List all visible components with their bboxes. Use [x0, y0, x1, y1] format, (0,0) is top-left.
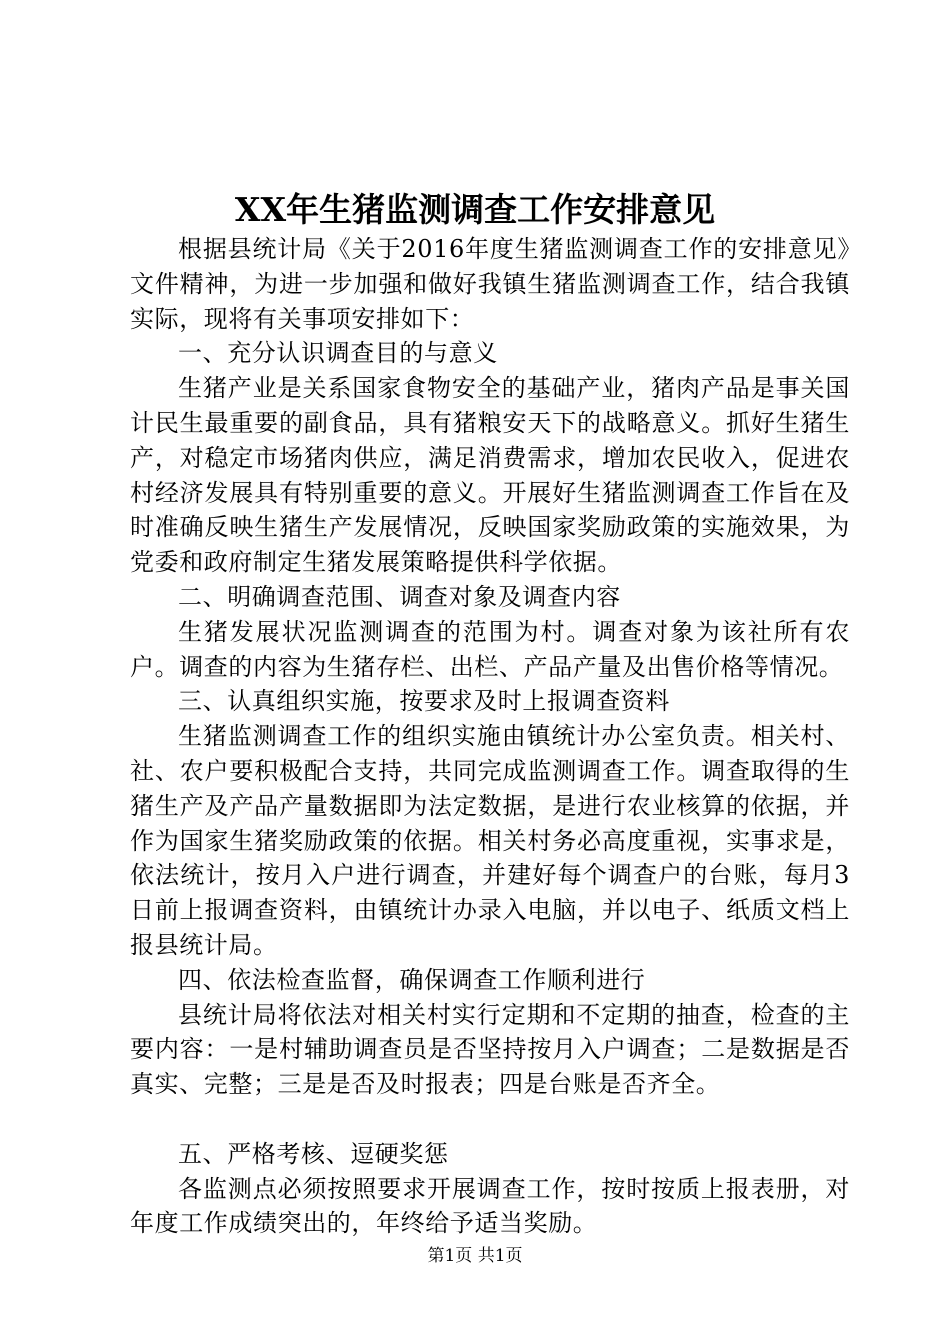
section-1-body: 生猪产业是关系国家食物安全的基础产业，猪肉产品是事关国计民生最重要的副食品，具有猪粮安天下的战略意义。抓好生猪生产，对稳定市场猪肉供应，满足消费需求，增加农民收入，促进农村经济发展具有特别重要的意义。开展好生猪监测调查工作旨在及时准确反映生猪生产发展情况，反映国家奖励政策的实施效果，为党委和政府制定生猪发展策略提供科学依据。 — [130, 374, 850, 577]
section-5-body: 各监测点必须按照要求开展调查工作，按时按质上报表册，对年度工作成绩突出的，年终给予适当奖励。 — [130, 1174, 850, 1238]
section-4-body: 县统计局将依法对相关村实行定期和不定期的抽查，检查的主要内容：一是村辅助调查员是否坚持按月入户调查；二是数据是否真实、完整；三是是否及时报表；四是台账是否齐全。 — [130, 1000, 850, 1099]
section-3-body: 生猪监测调查工作的组织实施由镇统计办公室负责。相关村、社、农户要积极配合支持，共同完成监测调查工作。调查取得的生猪生产及产品产量数据即为法定数据，是进行农业核算的依据，并作为国家生猪奖励政策的依据。相关村务必高度重视，实事求是，依法统计，按月入户进行调查，并建好每个调查户的台账，每月3日前上报调查资料，由镇统计办录入电脑，并以电子、纸质文档上报县统计局。 — [130, 722, 850, 959]
section-3-heading: 三、认真组织实施，按要求及时上报调查资料 — [178, 687, 670, 716]
page-footer: 第1页 共1页 — [427, 1246, 523, 1266]
section-5-heading: 五、严格考核、逗硬奖惩 — [178, 1139, 449, 1168]
blank-line — [130, 1102, 850, 1137]
document-body — [130, 232, 850, 1241]
section-1-heading: 一、充分认识调查目的与意义 — [178, 339, 498, 368]
section-2-body: 生猪发展状况监测调查的范围为村。调查对象为该社所有农户。调查的内容为生猪存栏、出栏、产品产量及出售价格等情况。 — [130, 617, 850, 681]
intro-paragraph: 根据县统计局《关于2016年度生猪监测调查工作的安排意见》文件精神，为进一步加强和做好我镇生猪监测调查工作，结合我镇实际，现将有关事项安排如下： — [130, 235, 850, 333]
section-2-heading: 二、明确调查范围、调查对象及调查内容 — [178, 582, 621, 611]
section-4-heading: 四、依法检查监督，确保调查工作顺利进行 — [178, 965, 646, 994]
document-title: XX年生猪监测调查工作安排意见 — [234, 190, 716, 229]
